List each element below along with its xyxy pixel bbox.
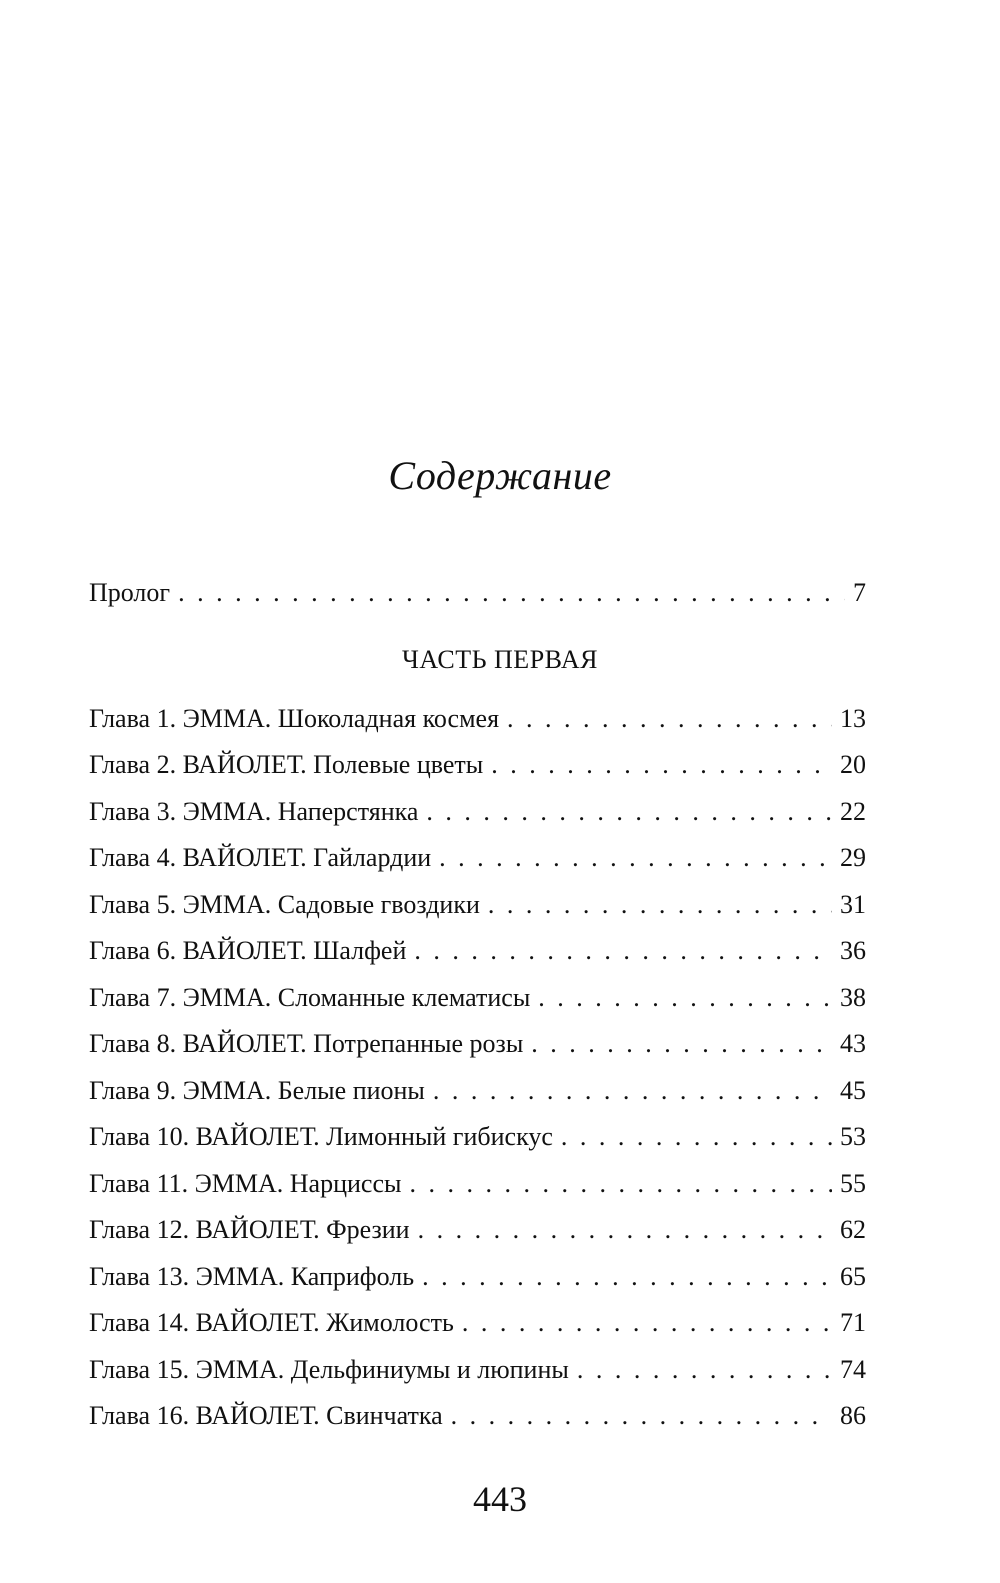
dot-leader	[488, 888, 832, 922]
dot-leader	[531, 1027, 832, 1061]
dot-leader	[577, 1353, 832, 1387]
toc-entry-page: 13	[840, 704, 866, 733]
toc-entry-label: Глава 1. ЭММА. Шоколадная космея	[89, 704, 500, 733]
toc-entry-label: Глава 2. ВАЙОЛЕТ. Полевые цветы	[89, 750, 484, 779]
toc-entry-label: Глава 13. ЭММА. Каприфоль	[89, 1262, 415, 1291]
toc-entry-page: 55	[840, 1169, 866, 1198]
toc-entry-label: Глава 3. ЭММА. Наперстянка	[89, 797, 419, 826]
toc-entry[interactable]	[89, 1074, 866, 1108]
dot-leader	[462, 1306, 832, 1340]
toc-entry[interactable]	[89, 1120, 866, 1154]
dot-leader	[418, 1213, 832, 1247]
toc-entry-page: 7	[853, 578, 866, 607]
toc-entry-page: 36	[840, 936, 866, 965]
toc-entry-page: 45	[840, 1076, 866, 1105]
toc-entry[interactable]	[89, 702, 866, 736]
toc-entry-page: 29	[840, 843, 866, 872]
toc-entry-page: 20	[840, 750, 866, 779]
toc-entry-label: Глава 14. ВАЙОЛЕТ. Жимолость	[89, 1308, 454, 1337]
dot-leader	[538, 981, 832, 1015]
toc-entry-label: Глава 15. ЭММА. Дельфиниумы и люпины	[89, 1355, 569, 1384]
toc-entry[interactable]	[89, 1167, 866, 1201]
toc-entry-page: 62	[840, 1215, 866, 1244]
dot-leader	[491, 748, 832, 782]
toc-entry-label: Глава 8. ВАЙОЛЕТ. Потрепанные розы	[89, 1029, 524, 1058]
toc-entry[interactable]	[89, 795, 866, 829]
toc-entry[interactable]	[89, 934, 866, 968]
dot-leader	[414, 934, 832, 968]
toc-entry-page: 53	[840, 1122, 866, 1151]
toc-entry-page: 65	[840, 1262, 866, 1291]
dot-leader	[439, 841, 832, 875]
toc-entry[interactable]	[89, 1027, 866, 1061]
toc-entry-page: 86	[840, 1401, 866, 1430]
toc-entry[interactable]	[89, 1399, 866, 1433]
toc-entry-label: Глава 11. ЭММА. Нарциссы	[89, 1169, 402, 1198]
toc-entry-page: 38	[840, 983, 866, 1012]
toc-entry-label: Глава 5. ЭММА. Садовые гвоздики	[89, 890, 480, 919]
toc-entry[interactable]	[89, 888, 866, 922]
page-title: Содержание	[388, 453, 612, 498]
toc-entry-label: Глава 10. ВАЙОЛЕТ. Лимонный гибискус	[89, 1122, 553, 1151]
toc-entry-page: 71	[840, 1308, 866, 1337]
toc-entry[interactable]	[89, 981, 866, 1015]
toc-entry-label: Глава 7. ЭММА. Сломанные клематисы	[89, 983, 531, 1012]
toc-entry[interactable]	[89, 841, 866, 875]
dot-leader	[409, 1167, 832, 1201]
toc-entry-page: 74	[840, 1355, 866, 1384]
toc-entry[interactable]	[89, 1213, 866, 1247]
toc-entry[interactable]	[89, 1353, 866, 1387]
toc-entry-label: Глава 9. ЭММА. Белые пионы	[89, 1076, 425, 1105]
dot-leader	[178, 576, 845, 610]
toc-entry-label: Пролог	[89, 578, 171, 607]
dot-leader	[433, 1074, 832, 1108]
toc-entry-label: Глава 6. ВАЙОЛЕТ. Шалфей	[89, 936, 407, 965]
dot-leader	[561, 1120, 832, 1154]
toc-entry[interactable]	[89, 748, 866, 782]
part-heading: ЧАСТЬ ПЕРВАЯ	[402, 645, 598, 674]
toc-entry-label: Глава 4. ВАЙОЛЕТ. Гайлардии	[89, 843, 432, 872]
page-number: 443	[473, 1479, 527, 1519]
toc-entry-prologue[interactable]	[89, 576, 866, 610]
dot-leader	[507, 702, 832, 736]
toc-entry-label: Глава 16. ВАЙОЛЕТ. Свинчатка	[89, 1401, 443, 1430]
dot-leader	[426, 795, 832, 829]
toc-entry[interactable]	[89, 1306, 866, 1340]
toc-entry-page: 43	[840, 1029, 866, 1058]
toc-entry[interactable]	[89, 1260, 866, 1294]
dot-leader	[451, 1399, 832, 1433]
dot-leader	[422, 1260, 832, 1294]
toc-entry-label: Глава 12. ВАЙОЛЕТ. Фрезии	[89, 1215, 410, 1244]
toc-entry-page: 22	[840, 797, 866, 826]
toc-entry-page: 31	[840, 890, 866, 919]
